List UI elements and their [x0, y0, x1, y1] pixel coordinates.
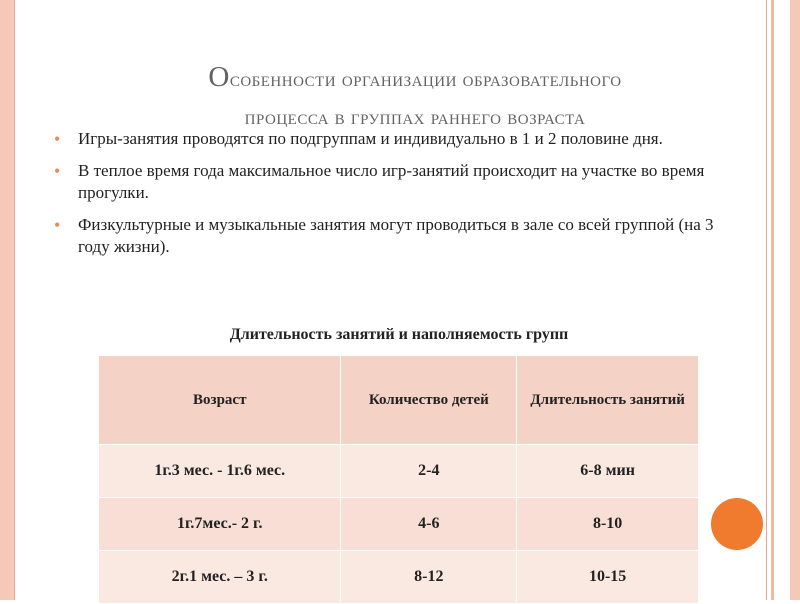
cell-duration: 6-8 мин: [517, 445, 699, 498]
table-caption: Длительность занятий и наполняемость групп: [229, 326, 569, 343]
table-header-row: [99, 356, 699, 445]
cell-age: 2г.1 мес. – 3 г.: [99, 551, 341, 604]
bullet-text: В теплое время года максимальное число игр-занятий происходит на участке во время прогулки.: [78, 161, 705, 202]
right-border-line-inner: [771, 0, 774, 600]
left-decorative-border: [0, 0, 15, 600]
cell-duration: 10-15: [517, 551, 699, 604]
bullet-item: [52, 128, 742, 150]
cell-age: 1г.3 мес. - 1г.6 мес.: [99, 445, 341, 498]
cell-age: 1г.7мес.- 2 г.: [99, 498, 341, 551]
table-row: [99, 445, 699, 498]
cell-children-count: 4-6: [341, 498, 517, 551]
cell-duration: 8-10: [517, 498, 699, 551]
right-border-line-outer: [766, 0, 767, 600]
slide-title: [90, 58, 740, 136]
cell-children-count: 2-4: [341, 445, 517, 498]
bullet-marker-icon: •: [54, 215, 61, 235]
bullet-marker-icon: •: [54, 161, 61, 181]
title-line-1-text: собенности организации образовательного: [229, 67, 622, 91]
bullet-text: Физкультурные и музыкальные занятия могут проводиться в зале со всей группой (на 3 году жизни).: [78, 215, 714, 256]
bullet-item: [52, 214, 742, 258]
header-age: Возраст: [99, 356, 341, 445]
bullet-text: Игры-занятия проводятся по подгруппам и индивидуально в 1 и 2 половине дня.: [78, 129, 663, 148]
right-decorative-border: [790, 0, 800, 600]
bullet-marker-icon: •: [54, 129, 61, 149]
header-duration: Длительность занятий: [517, 356, 699, 445]
groups-table: [98, 355, 699, 604]
orange-circle-decoration: [711, 498, 763, 550]
title-first-letter: О: [208, 61, 230, 93]
bullet-list: [52, 128, 742, 268]
cell-children-count: 8-12: [341, 551, 517, 604]
table-row: [99, 551, 699, 604]
header-children-count: Количество детей: [341, 356, 517, 445]
bullet-item: [52, 160, 742, 204]
title-line-1: [90, 58, 740, 98]
table-row: [99, 498, 699, 551]
title-line-2: процесса в группах раннего возраста: [244, 105, 586, 129]
